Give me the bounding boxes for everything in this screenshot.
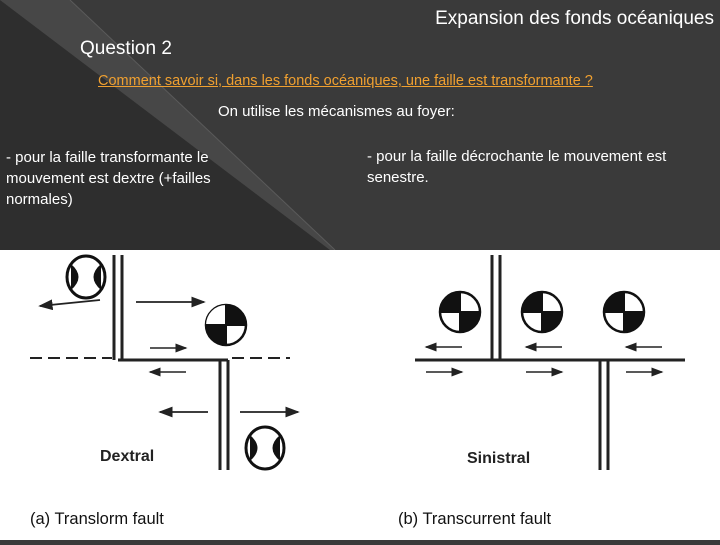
strike-slip-focal-mechanism-2 — [522, 292, 562, 332]
fault-diagram-figure — [0, 250, 720, 540]
intro-text: On utilise les mécanismes au foyer: — [218, 103, 455, 120]
dextral-label: Dextral — [100, 448, 155, 465]
transform-fault-diagram — [30, 255, 298, 470]
strike-slip-focal-mechanism-1 — [440, 292, 480, 332]
transcurrent-fault-text: - pour la faille décrochante le mouvement est senestre. — [367, 148, 667, 186]
normal-fault-focal-mechanism-lower — [246, 427, 284, 469]
strike-slip-focal-mechanism — [206, 305, 246, 345]
normal-fault-focal-mechanism-upper — [67, 256, 105, 298]
question-heading: Question 2 — [80, 38, 172, 59]
spreading-arrow-left — [40, 300, 100, 306]
sinistral-label: Sinistral — [467, 450, 531, 467]
fault-diagram — [0, 250, 720, 540]
transform-fault-text: - pour la faille transformante le mouvement est dextre (+failles normales) — [6, 149, 211, 208]
transform-fault-caption: (a) Translorm fault — [30, 510, 164, 528]
transcurrent-fault-diagram — [415, 255, 685, 470]
transcurrent-fault-caption: (b) Transcurrent fault — [398, 510, 552, 528]
question-subtitle: Comment savoir si, dans les fonds océaniques, une faille est transformante ? — [98, 73, 593, 89]
strike-slip-focal-mechanism-3 — [604, 292, 644, 332]
slide-title: Expansion des fonds océaniques — [435, 8, 714, 29]
